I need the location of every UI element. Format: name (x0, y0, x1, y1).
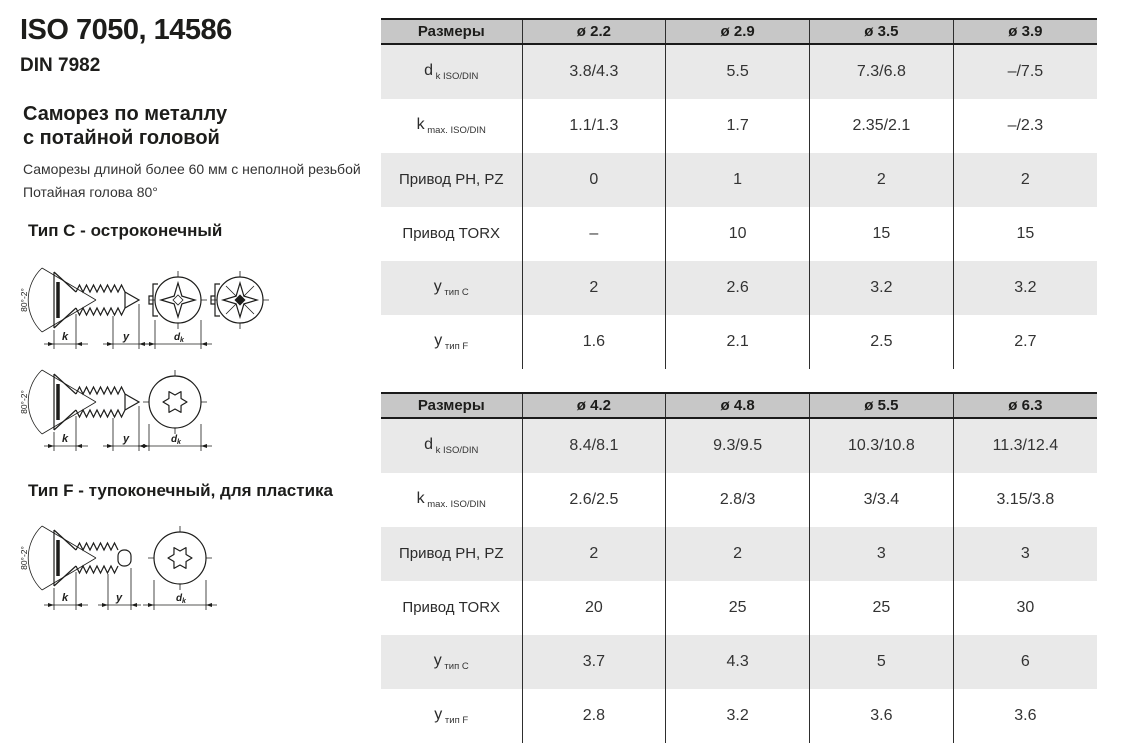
screw-side-view-icon (54, 272, 139, 328)
product-name-line1: Саморез по металлу (23, 103, 228, 125)
row-label: y $_{тип F}$ (381, 689, 522, 743)
page-title: ISO 7050, 14586 (20, 14, 232, 46)
ph-recess-icon (144, 271, 212, 349)
table-header-diameter: ø 2.9 (666, 19, 810, 44)
table-row (381, 689, 1097, 743)
svg-text:80°-2°: 80°-2° (19, 288, 29, 312)
cell-value: 3.7 (522, 635, 666, 689)
table-header-diameter: ø 3.9 (953, 19, 1097, 44)
product-description (23, 158, 361, 204)
cell-value: 3 (953, 527, 1097, 581)
cell-value: 1.6 (522, 315, 666, 369)
cell-value: 20 (522, 581, 666, 635)
table-header-diameter: ø 2.2 (522, 19, 666, 44)
cell-value: 2 (810, 153, 954, 207)
cell-value: 2.8 (522, 689, 666, 743)
cell-value: 7.3/6.8 (810, 44, 954, 99)
cell-value: 30 (1016, 599, 1035, 616)
table-row (381, 207, 1097, 261)
table-header-diameter: ø 3.5 (810, 19, 954, 44)
row-label: Привод TORX (381, 581, 522, 635)
type-c-heading: Тип C - остроконечный (28, 221, 223, 240)
cell-value: 11.3/12.4 (953, 418, 1097, 473)
cell-value: 1.1/1.3 (522, 99, 666, 153)
table-header-diameter: ø 4.8 (666, 393, 810, 418)
screw-drawing-type-c-torx (8, 360, 213, 460)
cell-value: – (522, 207, 666, 261)
cell-value: 2.6 (666, 261, 810, 315)
product-name-line2: с потайной головой (23, 127, 220, 149)
cell-value: –/7.5 (953, 44, 1097, 99)
cell-value: 2.8/3 (666, 473, 810, 527)
table-row (381, 527, 1097, 581)
cell-value: 2.6/2.5 (522, 473, 666, 527)
cell-value: 2 (522, 527, 666, 581)
table-row (381, 473, 1097, 527)
table-row (381, 99, 1097, 153)
cell-value: 3.6 (810, 689, 954, 743)
svg-text:d: d (176, 593, 183, 604)
svg-text:y: y (122, 433, 130, 445)
pz-recess-icon (211, 271, 269, 329)
table-header-sizes: Размеры (381, 19, 522, 44)
row-label: Привод PH, PZ (381, 153, 522, 207)
product-name (23, 102, 227, 150)
svg-text:y: y (115, 592, 123, 604)
cell-value: 4.3 (666, 635, 810, 689)
cell-value: 3.2 (666, 689, 810, 743)
screw-drawing-type-f-torx (8, 514, 223, 619)
svg-text:y: y (122, 331, 130, 343)
svg-text:d: d (171, 434, 178, 445)
table-row (381, 315, 1097, 369)
cell-value: 0 (522, 153, 666, 207)
row-label: y $_{тип C}$ (381, 635, 522, 689)
cell-value: 25 (666, 581, 810, 635)
cell-value: 1 (666, 153, 810, 207)
row-label: y $_{тип C}$ (381, 261, 522, 315)
torx-recess-icon (138, 370, 212, 451)
cell-value: 6 (953, 635, 1097, 689)
row-label: d $_{k ISO/DIN}$ (381, 418, 522, 473)
svg-text:k: k (180, 337, 184, 344)
cell-value: 5 (810, 635, 954, 689)
svg-text:80°-2°: 80°-2° (19, 546, 29, 570)
cell-value: 9.3/9.5 (666, 418, 810, 473)
svg-text:d: d (174, 332, 181, 343)
cell-value: 3.8/4.3 (522, 44, 666, 99)
spec-table-2 (381, 392, 1097, 743)
cell-value: 15 (810, 207, 954, 261)
table-row (381, 261, 1097, 315)
spec-table (381, 392, 1097, 743)
table-header-diameter: ø 5.5 (810, 393, 954, 418)
svg-text:k: k (61, 592, 69, 604)
k-dimension (44, 572, 88, 610)
screw-side-view-icon (54, 374, 139, 430)
cell-value: 2.35/2.1 (810, 99, 954, 153)
table-row (381, 635, 1097, 689)
cell-value: 1.7 (666, 99, 810, 153)
cell-value: 25 (810, 581, 954, 635)
table-row (381, 44, 1097, 99)
svg-text:k: k (61, 433, 69, 445)
cell-value: 8.4/8.1 (522, 418, 666, 473)
row-label: Привод PH, PZ (381, 527, 522, 581)
y-dimension (98, 568, 141, 610)
screw-side-view-icon (54, 530, 131, 586)
cell-value: 3.6 (1014, 707, 1037, 724)
k-dimension (44, 314, 88, 349)
cell-value: 3.2 (810, 261, 954, 315)
cell-value: 5.5 (666, 44, 810, 99)
k-dimension (44, 416, 88, 451)
table-header-diameter: ø 4.2 (522, 393, 666, 418)
spec-table (381, 18, 1097, 369)
cell-value: 10 (666, 207, 810, 261)
cell-value: 2 (522, 261, 666, 315)
spec-table-1 (381, 18, 1097, 369)
type-f-heading: Тип F - тупоконечный, для пластика (28, 481, 333, 500)
svg-text:80°-2°: 80°-2° (19, 390, 29, 414)
row-label: Привод TORX (381, 207, 522, 261)
cell-value: –/2.3 (1007, 117, 1044, 134)
cell-value: 3.15/3.8 (996, 491, 1055, 508)
cell-value: 2.7 (1014, 333, 1037, 350)
cell-value: 2.1 (666, 315, 810, 369)
row-label: d $_{k ISO/DIN}$ (381, 44, 522, 99)
row-label: k $_{max. ISO/DIN}$ (381, 473, 522, 527)
row-label: y $_{тип F}$ (381, 315, 522, 369)
table-row (381, 153, 1097, 207)
torx-recess-icon (143, 526, 217, 610)
page-subtitle: DIN 7982 (20, 55, 101, 76)
cell-value: 2 (953, 153, 1097, 207)
cell-value: 3.2 (953, 261, 1097, 315)
cell-value: 10.3/10.8 (810, 418, 954, 473)
table-row (381, 581, 1097, 635)
svg-text:k: k (177, 439, 181, 446)
cell-value: 15 (1016, 225, 1035, 242)
svg-text:k: k (61, 331, 69, 343)
table-row (381, 418, 1097, 473)
row-label: k $_{max. ISO/DIN}$ (381, 99, 522, 153)
table-header-diameter: ø 6.3 (953, 393, 1097, 418)
svg-text:k: k (182, 598, 186, 605)
cell-value: 3/3.4 (810, 473, 954, 527)
screw-drawing-type-c-ph-pz (8, 258, 270, 358)
product-description-line1: Саморезы длиной более 60 мм с неполной резьбой (23, 161, 361, 177)
product-description-line2: Потайная голова 80° (23, 184, 158, 200)
cell-value: 2.5 (810, 315, 954, 369)
table-header-sizes: Размеры (381, 393, 522, 418)
cell-value: 3 (810, 527, 954, 581)
cell-value: 2 (666, 527, 810, 581)
